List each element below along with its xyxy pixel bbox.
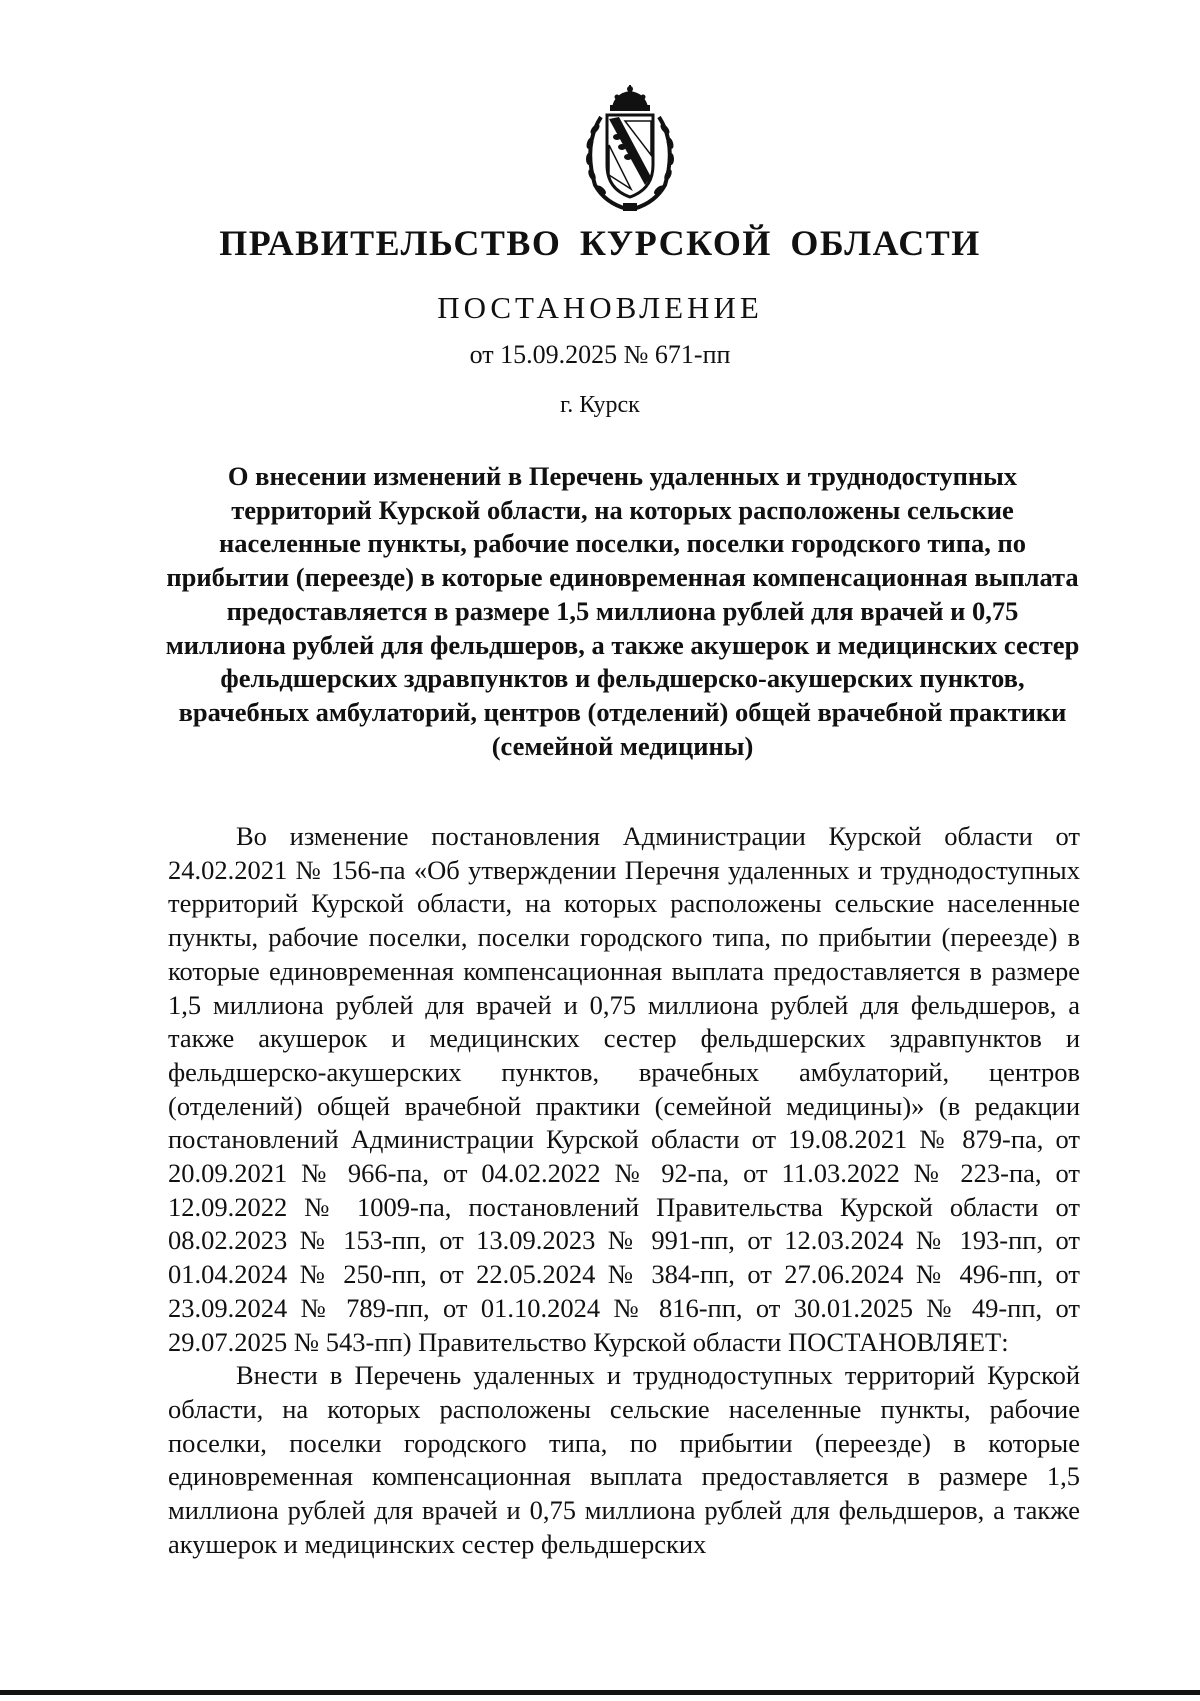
organization-title: ПРАВИТЕЛЬСТВО КУРСКОЙ ОБЛАСТИ [219,223,981,263]
document-subject: О внесении изменений в Перечень удаленных и труднодоступных территорий Курской области, на которых расположены сельские населенные пункты, рабочие поселки, поселки городского типа, по прибытии (переезде) в которые единовременная компенсационная выплата предоставляется в размере 1,5 миллиона рублей для врачей и 0,75 миллиона рублей для фельдшеров, а также акушерок и медицинских сестер фельдшерских здравпунктов и фельдшерско-акушерских пунктов, врачебных амбулаторий, центров (отделений) общей врачебной практики (семейной медицины) [165,461,1080,761]
document-date-number: от 15.09.2025 № 671-пп [469,340,731,369]
coat-of-arms-icon [565,85,695,215]
body-paragraph: Во изменение постановления Администрации Курской области от 24.02.2021 № 156-па «Об утверждении Перечня удаленных и труднодоступных территорий Курской области, на которых расположены сельские населенные пункты, рабочие поселки, поселки городского типа, по прибытии (переезде) в которые единовременная компенсационная выплата предоставляется в размере 1,5 миллиона рублей для врачей и 0,75 миллиона рублей для фельдшеров, а также акушерок и медицинских сестер фельдшерских здравпунктов и фельдшерско-акушерских пунктов, врачебных амбулаторий, центров (отделений) общей врачебной практики (семейной медицины)» (в редакции постановлений Администрации Курской области от 19.08.2021 № 879-па, от 20.09.2021 № 966-па, от 04.02.2022 № 92-па, от 11.03.2022 № 223-па, от 12.09.2022 № 1009-па, постановлений Правительства Курской области от 08.02.2023 № 153-пп, от 13.09.2023 № 991-пп, от 12.03.2024 № 193-пп, от 01.04.2024 № 250-пп, от 22.05.2024 № 384-пп, от 27.06.2024 № 496-пп, от 23.09.2024 № 789-пп, от 01.10.2024 № 816-пп, от 30.01.2025 № 49-пп, от 29.07.2025 № 543-пп) Правительство Курской области ПОСТАНОВЛЯЕТ: [168,821,1080,1357]
scan-edge-divider [0,1690,1200,1695]
document-place: г. Курск [560,392,640,418]
body-paragraph: Внести в Перечень удаленных и труднодоступных территорий Курской области, на которых расположены сельские населенные пункты, рабочие поселки, поселки городского типа, по прибытии (переезде) в которые единовременная компенсационная выплата предоставляется в размере 1,5 миллиона рублей для врачей и 0,75 миллиона рублей для фельдшеров, а также акушерок и медицинских сестер фельдшерских [168,1360,1080,1559]
document-body [168,820,1080,1561]
document-type: ПОСТАНОВЛЕНИЕ [437,290,763,325]
